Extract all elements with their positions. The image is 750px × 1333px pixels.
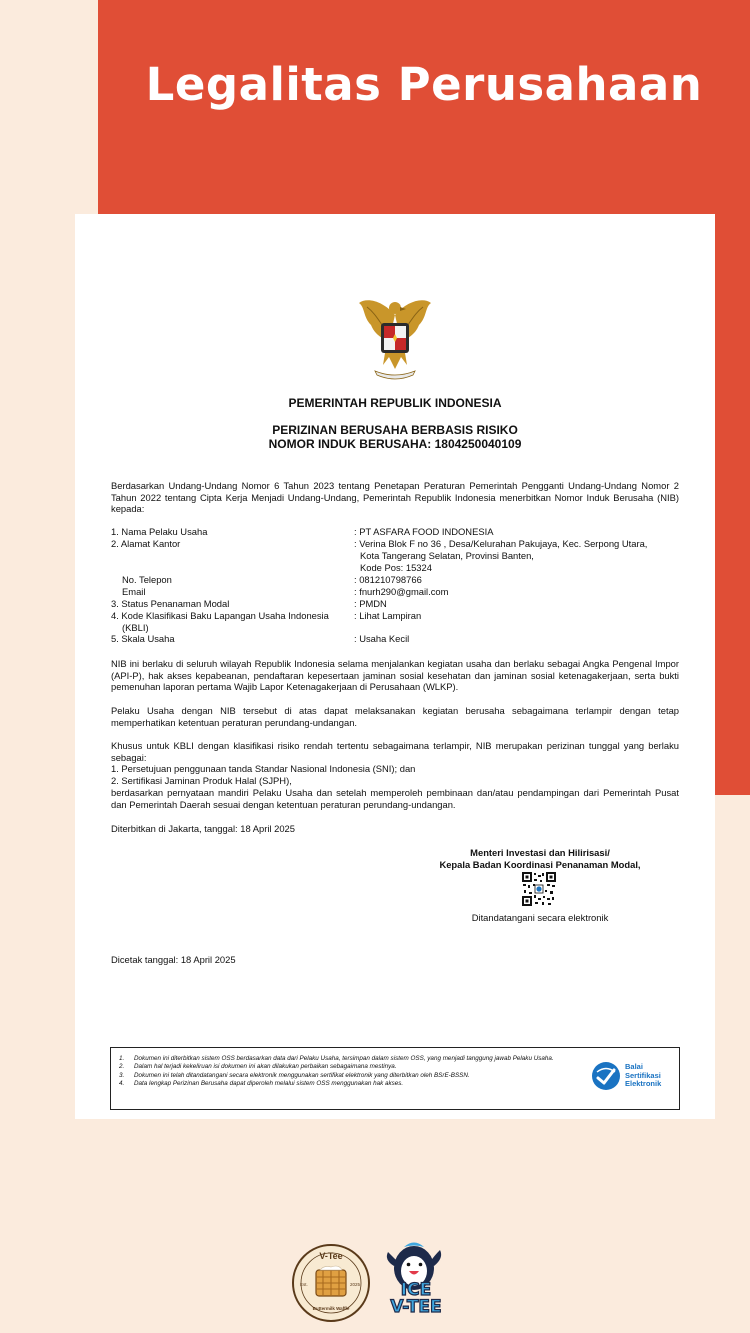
bsre-icon bbox=[591, 1061, 621, 1091]
signer-title-1: Menteri Investasi dan Hilirisasi/ bbox=[470, 847, 610, 858]
footer-note bbox=[119, 1055, 589, 1063]
signer-title-2: Kepala Badan Koordinasi Penanaman Modal, bbox=[439, 859, 641, 870]
document-title: PERIZINAN BERUSAHA BERBASIS RISIKO bbox=[272, 423, 518, 437]
paragraph-kbli-intro: Khusus untuk KBLI dengan klasifikasi risiko rendah tertentu sebagaimana terlampir, NIB merupakan perizinan tunggal yang berlaku sebagai: bbox=[111, 740, 679, 763]
ice-vtee-logo bbox=[378, 1240, 454, 1320]
footer-notes-list bbox=[119, 1055, 589, 1089]
footer-note bbox=[119, 1072, 589, 1080]
government-header: PEMERINTAH REPUBLIK INDONESIA bbox=[288, 396, 502, 410]
field-value-kbli: : Lihat Lampiran bbox=[354, 610, 422, 621]
field-label-alamat: 2. Alamat Kantor bbox=[111, 538, 181, 549]
vtee-est: Est. bbox=[300, 1282, 308, 1287]
intro-paragraph: Berdasarkan Undang-Undang Nomor 6 Tahun 2023 tentang Penetapan Peraturan Pemerintah Pengganti Undang-Undang Nomor 2 Tahun 2022 tentang Cipta Kerja Menjadi Undang-Undang, Pemerintah Republik Indonesia menerbitkan Nomor Induk Berusaha (NIB) kepada: bbox=[111, 480, 679, 515]
field-label-skala: 5. Skala Usaha bbox=[111, 633, 175, 644]
bsre-label-line-2: Sertifikasi bbox=[625, 1070, 661, 1080]
bsre-logo bbox=[591, 1061, 661, 1091]
footer-note-number: 3. bbox=[119, 1071, 125, 1079]
field-value-status: : PMDN bbox=[354, 598, 387, 609]
paragraph-kbli-item-2: 2. Sertifikasi Jaminan Produk Halal (SJPH), bbox=[111, 775, 292, 786]
field-label-nama: 1. Nama Pelaku Usaha bbox=[111, 526, 208, 537]
footer-note-text: Data lengkap Perizinan Berusaha dapat diperoleh melalui sistem OSS menggunakan hak akses. bbox=[134, 1080, 404, 1088]
field-value-alamat-1: : Verina Blok F no 36 , Desa/Kelurahan Pakujaya, Kec. Serpong Utara, bbox=[354, 538, 648, 549]
field-value-telepon: : 081210798766 bbox=[354, 574, 422, 585]
field-value-email: : fnurh290@gmail.com bbox=[354, 586, 449, 597]
field-label-status: 3. Status Penanaman Modal bbox=[111, 598, 230, 609]
footer-note-number: 4. bbox=[119, 1080, 125, 1088]
signed-electronically: Ditandatangani secara elektronik bbox=[471, 912, 609, 923]
field-value-skala: : Usaha Kecil bbox=[354, 633, 410, 644]
paragraph-activities: Pelaku Usaha dengan NIB tersebut di atas dapat melaksanakan kegiatan berusaha sebagaimana terlampir dengan tetap memperhatikan ketentuan peraturan perundang-undangan. bbox=[111, 705, 679, 728]
vtee-subtitle: Buttermilk Waffle bbox=[312, 1306, 350, 1311]
nib-document bbox=[75, 214, 715, 1119]
nib-number: NOMOR INDUK BERUSAHA: 1804250040109 bbox=[268, 437, 522, 451]
footer-note-number: 2. bbox=[119, 1063, 125, 1071]
field-label-telepon: No. Telepon bbox=[122, 574, 172, 585]
footer-note-text: Dokumen ini diterbitkan sistem OSS berdasarkan data dari Pelaku Usaha, tersimpan dalam sistem OSS, yang menjadi tanggung jawab Pelaku Usaha. bbox=[134, 1055, 554, 1062]
garuda-emblem bbox=[357, 295, 433, 381]
bsre-label-line-3: Elektronik bbox=[625, 1079, 662, 1089]
vtee-label: V-TEE bbox=[390, 1297, 442, 1317]
field-value-nama: : PT ASFARA FOOD INDONESIA bbox=[354, 526, 494, 537]
vtee-waffle-logo bbox=[292, 1244, 370, 1322]
footer-note bbox=[119, 1080, 589, 1088]
paragraph-validity: NIB ini berlaku di seluruh wilayah Republik Indonesia selama menjalankan kegiatan usaha dan berlaku sebagai Angka Pengenal Impor (API-P), hak akses kepabeanan, pendaftaran kepesertaan jaminan sosial kesehatan dan jaminan sosial ketenagakerjaan, serta bukti pemenuhan laporan pertama Wajib Lapor Ketenagakerjaan di Perusahaan (WLKP). bbox=[111, 658, 679, 693]
bsre-label bbox=[625, 1063, 661, 1089]
footer-note-number: 1. bbox=[119, 1055, 125, 1062]
bsre-label-line-1: Balai bbox=[625, 1062, 643, 1072]
field-label-email: Email bbox=[122, 586, 146, 597]
footer-note-text: Dokumen ini telah ditandatangani secara elektronik menggunakan sertifikat elektronik yang diterbitkan oleh BSrE-BSSN. bbox=[134, 1071, 470, 1079]
paragraph-kbli-outro: berdasarkan pernyataan mandiri Pelaku Usaha dan setelah memperoleh pembinaan dan/atau pendampingan dari Pemerintah Pusat dan Pemerintah Daerah sesuai dengan ketentuan peraturan perundang-undangan. bbox=[111, 787, 679, 810]
vtee-year: 2025 bbox=[350, 1282, 361, 1287]
field-value-alamat-3: Kode Pos: 15324 bbox=[360, 562, 432, 573]
vtee-brand: V-Tee bbox=[319, 1251, 343, 1261]
page-title: Legalitas Perusahaan bbox=[145, 58, 703, 111]
printed-date: Dicetak tanggal: 18 April 2025 bbox=[111, 954, 236, 965]
field-label-kbli-2: (KBLI) bbox=[122, 622, 149, 633]
signature-qr-code bbox=[521, 871, 557, 907]
ice-label: ICE bbox=[400, 1280, 432, 1300]
issued-date: Diterbitkan di Jakarta, tanggal: 18 April 2025 bbox=[111, 823, 295, 834]
paragraph-kbli-item-1: 1. Persetujuan penggunaan tanda Standar Nasional Indonesia (SNI); dan bbox=[111, 763, 416, 774]
field-label-kbli-1: 4. Kode Klasifikasi Baku Lapangan Usaha Indonesia bbox=[111, 610, 329, 621]
field-value-alamat-2: Kota Tangerang Selatan, Provinsi Banten, bbox=[360, 550, 534, 561]
footer-notes-box bbox=[110, 1047, 680, 1110]
footer-note bbox=[119, 1063, 589, 1071]
footer-note-text: Dalam hal terjadi kekeliruan isi dokumen ini akan dilakukan perbaikan sebagaimana mestinya. bbox=[134, 1063, 397, 1071]
